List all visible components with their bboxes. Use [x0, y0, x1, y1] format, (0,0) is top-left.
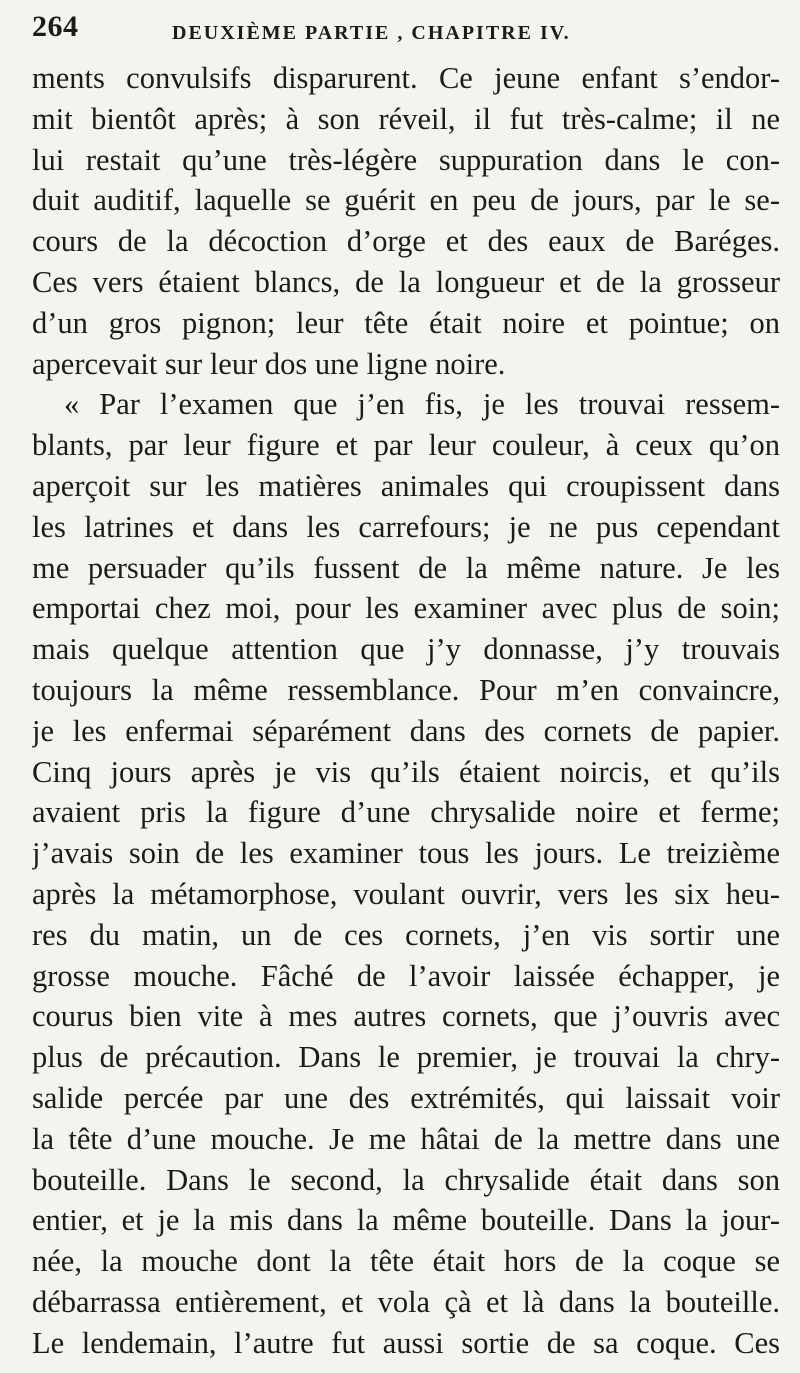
text-line: mais quelque attention que j’y donnasse, j’y trouvais — [32, 632, 780, 667]
text-line: j’avais soin de les examiner tous les jours. Le treizième — [32, 836, 780, 871]
text-line: grosse mouche. Fâché de l’avoir laissée échapper, je — [32, 958, 780, 993]
text-line: née, la mouche dont la tête était hors de la coque se — [32, 1244, 780, 1279]
text-line: entier, et je la mis dans la même bouteille. Dans la jour- — [32, 1203, 780, 1238]
text-line: bouteille. Dans le second, la chrysalide était dans son — [32, 1162, 780, 1197]
text-line: Cinq jours après je vis qu’ils étaient noircis, et qu’ils — [32, 754, 780, 789]
text-line: Ces vers étaient blancs, de la longueur et de la grosseur — [32, 264, 780, 299]
text-line: les latrines et dans les carrefours; je ne pus cependant — [32, 509, 780, 544]
text-line: plus de précaution. Dans le premier, je trouvai la chry- — [32, 1040, 780, 1075]
text-line: Le lendemain, l’autre fut aussi sortie de sa coque. Ces — [32, 1325, 780, 1360]
text-line: salide percée par une des extrémités, qui laissait voir — [32, 1080, 780, 1115]
text-line: toujours la même ressemblance. Pour m’en convaincre, — [32, 672, 780, 707]
text-line: la tête d’une mouche. Je me hâtai de la mettre dans une — [32, 1121, 780, 1156]
text-line: me persuader qu’ils fussent de la même nature. Je les — [32, 550, 780, 585]
running-head: DEUXIÈME PARTIE , CHAPITRE IV. — [172, 22, 571, 44]
text-line: débarrassa entièrement, et vola çà et là dans la bouteille. — [32, 1284, 780, 1319]
text-line: apercevait sur leur dos une ligne noire. — [32, 346, 506, 381]
text-line: lui restait qu’une très-légère suppuration dans le con- — [32, 142, 780, 177]
body-text — [32, 58, 780, 1364]
text-line: après la métamorphose, voulant ouvrir, vers les six heu- — [32, 876, 780, 911]
text-line: d’un gros pignon; leur tête était noire et pointue; on — [32, 305, 780, 340]
text-line: cours de la décoction d’orge et des eaux de Baréges. — [32, 224, 780, 259]
text-line: « Par l’examen que j’en fis, je les trouvai ressem- — [64, 387, 780, 422]
text-line: courus bien vite à mes autres cornets, que j’ouvris avec — [32, 999, 780, 1034]
text-line: ments convulsifs disparurent. Ce jeune enfant s’endor- — [32, 61, 780, 95]
text-line: aperçoit sur les matières animales qui croupissent dans — [32, 468, 780, 503]
page-header — [32, 10, 780, 58]
page-number: 264 — [32, 10, 79, 43]
text-line: avaient pris la figure d’une chrysalide noire et ferme; — [32, 795, 780, 830]
text-line: mit bientôt après; à son réveil, il fut très-calme; il ne — [32, 101, 780, 136]
text-line: emportai chez moi, pour les examiner avec plus de soin; — [32, 591, 780, 626]
text-line: blants, par leur figure et par leur couleur, à ceux qu’on — [32, 428, 780, 463]
text-line: je les enfermai séparément dans des cornets de papier. — [32, 713, 780, 748]
text-line: res du matin, un de ces cornets, j’en vis sortir une — [32, 917, 780, 952]
text-line: duit auditif, laquelle se guérit en peu de jours, par le se- — [32, 183, 780, 218]
